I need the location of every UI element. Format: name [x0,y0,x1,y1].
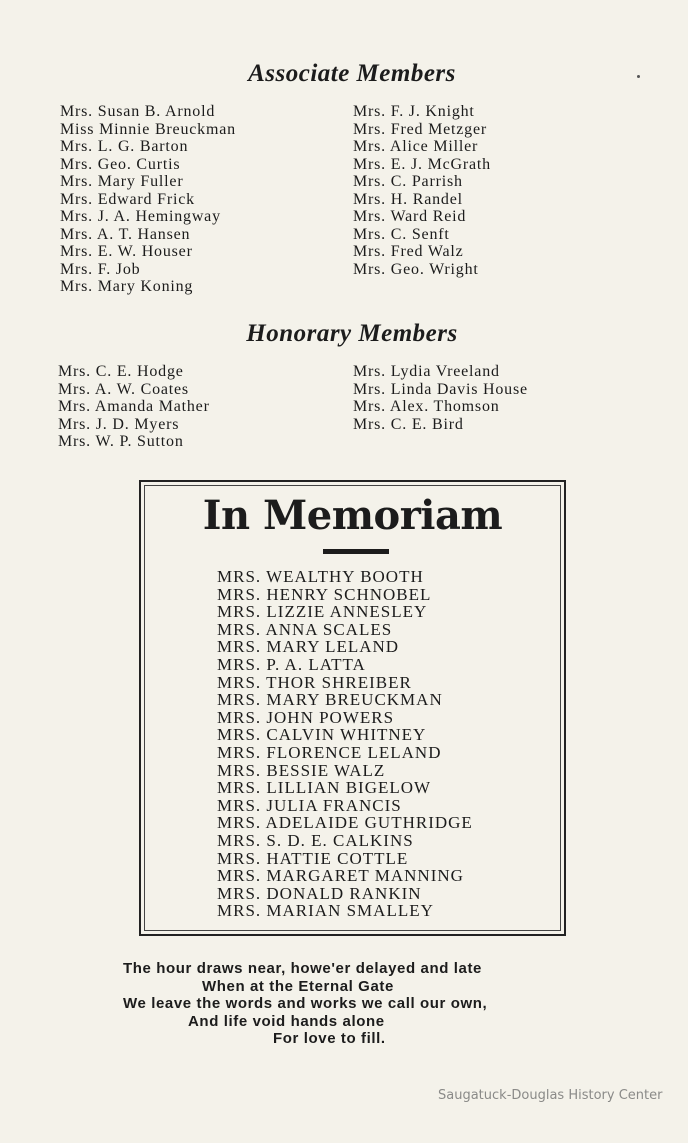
member-name: MRS. FLORENCE LELAND [217,742,442,762]
member-name: Mrs. Lydia Vreeland [353,363,500,380]
member-name: MRS. WEALTHY BOOTH [217,567,424,586]
member-name: MRS. LILLIAN BIGELOW [217,778,432,798]
member-name: MRS. CALVIN WHITNEY [217,725,427,745]
in-memoriam-divider [323,549,389,554]
member-name: MRS. DONALD RANKIN [217,883,422,903]
member-name: Mrs. Geo. Wright [353,260,479,278]
member-name: Mrs. Linda Davis House [353,380,528,398]
member-name: Mrs. Fred Metzger [353,120,488,138]
member-name: MRS. JOHN POWERS [217,707,395,727]
member-name: Mrs. J. D. Myers [58,415,180,433]
member-name: Mrs. Mary Koning [60,278,194,295]
honorary-members-left-list [58,363,210,451]
member-name: MRS. MARY BREUCKMAN [217,690,443,710]
member-name: Mrs. Alex. Thomson [353,398,500,416]
poem-line: For love to fill. [273,1030,386,1047]
poem-line: And life void hands alone [188,1012,385,1030]
in-memoriam-list [217,568,473,920]
member-name: Mrs. C. E. Bird [353,415,464,433]
honorary-members-right-list [353,363,528,433]
member-name: Mrs. F. J. Knight [353,103,475,120]
member-name: MRS. BESSIE WALZ [217,760,386,780]
member-name: Mrs. A. T. Hansen [60,225,191,243]
associate-members-title: Associate Members [248,60,456,87]
member-name: Mrs. Ward Reid [353,208,467,225]
poem-line: When at the Eternal Gate [202,977,394,995]
member-name: MRS. MARIAN SMALLEY [217,901,434,921]
member-name: MRS. JULIA FRANCIS [217,795,402,815]
poem-line: The hour draws near, howe'er delayed and late [123,960,482,977]
member-name: Mrs. Fred Walz [353,243,464,260]
member-name: Mrs. E. W. Houser [60,243,193,260]
member-name: MRS. THOR SHREIBER [217,672,412,692]
member-name: MRS. S. D. E. CALKINS [217,830,414,850]
member-name: MRS. MARGARET MANNING [217,866,464,886]
member-name: Mrs. J. A. Hemingway [60,208,221,225]
member-name: MRS. MARY LELAND [217,637,400,657]
member-name: MRS. HATTIE COTTLE [217,848,409,868]
member-name: Mrs. Edward Frick [60,190,195,208]
in-memoriam-title: In Memoriam [202,492,503,539]
member-name: Mrs. A. W. Coates [58,380,189,398]
poem-line: We leave the words and works we call our own, [123,995,488,1012]
member-name: Mrs. Susan B. Arnold [60,103,216,120]
in-memoriam-box [139,480,566,936]
member-name: Mrs. C. E. Hodge [58,363,184,380]
member-name: Miss Minnie Breuckman [60,120,236,138]
member-name: Mrs. F. Job [60,260,141,278]
member-name: Mrs. L. G. Barton [60,138,189,155]
member-name: MRS. HENRY SCHNOBEL [217,584,432,604]
member-name: Mrs. C. Senft [353,225,450,243]
member-name: MRS. ADELAIDE GUTHRIDGE [217,813,473,833]
member-name: Mrs. E. J. McGrath [353,155,491,173]
member-name: Mrs. W. P. Sutton [58,433,184,451]
member-name: MRS. LIZZIE ANNESLEY [217,602,428,622]
member-name: MRS. P. A. LATTA [217,654,366,674]
member-name: Mrs. Amanda Mather [58,398,210,416]
member-name: Mrs. Alice Miller [353,138,479,155]
watermark: Saugatuck-Douglas History Center [438,1088,663,1103]
associate-members-right-list [353,103,491,278]
member-name: MRS. ANNA SCALES [217,619,393,639]
associate-members-left-list [60,103,236,296]
honorary-members-title: Honorary Members [246,320,458,347]
member-name: Mrs. Mary Fuller [60,173,184,190]
member-name: Mrs. C. Parrish [353,173,463,190]
member-name: Mrs. Geo. Curtis [60,155,181,173]
member-name: Mrs. H. Randel [353,190,463,208]
